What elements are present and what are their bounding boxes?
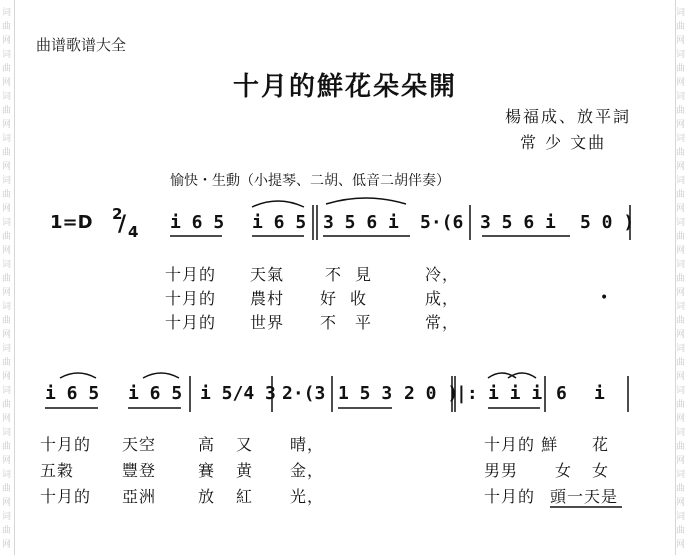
time-signature-slash: / — [118, 212, 127, 237]
watermark-glyph: 网 — [676, 456, 686, 466]
watermark-glyph: 词 — [2, 176, 12, 186]
watermark-glyph: 曲 — [2, 526, 12, 536]
lyric: 天氣 — [250, 265, 285, 284]
time-signature-bottom: 4 — [128, 223, 139, 241]
note-group: 3 5 6 i — [480, 212, 556, 233]
watermark-glyph: 词 — [2, 92, 12, 102]
note-group: i — [594, 383, 605, 404]
lyric: 十月的 — [40, 487, 92, 506]
note-group: 5·(6 — [420, 212, 464, 233]
slur — [508, 373, 536, 378]
lyric: 平 — [355, 313, 373, 332]
watermark-glyph: 曲 — [2, 400, 12, 410]
watermark-glyph: 网 — [676, 36, 686, 46]
watermark-glyph: 词 — [676, 50, 686, 60]
watermark-glyph: 曲 — [676, 190, 686, 200]
watermark-glyph: 曲 — [2, 316, 12, 326]
note-group: 6 — [556, 383, 567, 404]
repeat-sign: |: — [456, 383, 478, 404]
lyric: 又 — [236, 435, 254, 454]
watermark-glyph: 曲 — [676, 22, 686, 32]
watermark-glyph: 曲 — [2, 232, 12, 242]
watermark-glyph: 网 — [2, 36, 12, 46]
watermark-glyph: 词 — [676, 260, 686, 270]
time-signature-top: 2 — [112, 205, 123, 223]
watermark-glyph: 曲 — [676, 64, 686, 74]
watermark-glyph: 词 — [2, 8, 12, 18]
watermark-glyph: 曲 — [2, 64, 12, 74]
lyric: 黄 — [236, 461, 254, 480]
watermark-glyph: 词 — [676, 386, 686, 396]
lyric: 天空 — [122, 435, 157, 454]
watermark-glyph: 网 — [676, 78, 686, 88]
lyric: 冷， — [425, 265, 460, 284]
lyric: 成， — [425, 289, 460, 308]
watermark-glyph: 词 — [676, 134, 686, 144]
composer-credit: 常 少 文曲 — [520, 133, 607, 152]
watermark-glyph: 词 — [2, 428, 12, 438]
key-signature: 1=D — [50, 212, 93, 233]
note-group: i 6 5 — [170, 212, 225, 233]
watermark-glyph: 曲 — [676, 316, 686, 326]
lyric: 好 — [320, 289, 338, 308]
watermark-glyph: 曲 — [676, 106, 686, 116]
watermark-glyph: 词 — [2, 302, 12, 312]
watermark-glyph: 网 — [676, 204, 686, 214]
note-group: i 6 5 — [252, 212, 307, 233]
watermark-glyph: 曲 — [676, 358, 686, 368]
watermark-glyph: 词 — [2, 260, 12, 270]
watermark-glyph: 网 — [676, 330, 686, 340]
watermark-glyph: 曲 — [2, 274, 12, 284]
site-label: 曲谱歌谱大全 — [36, 36, 127, 54]
watermark-glyph: 曲 — [2, 22, 12, 32]
note-group: i i i — [488, 383, 543, 404]
watermark-glyph: 网 — [676, 498, 686, 508]
lyric: 男男 — [484, 461, 519, 480]
watermark-glyph: 曲 — [2, 358, 12, 368]
watermark-glyph: 网 — [2, 456, 12, 466]
watermark-glyph: 网 — [2, 330, 12, 340]
lyric: 豐登 — [122, 461, 157, 480]
note-group: i 6 5 — [45, 383, 100, 404]
lyric: 見 — [355, 265, 373, 284]
lyric: 頭一天是 — [550, 487, 619, 506]
watermark-glyph: 曲 — [676, 442, 686, 452]
watermark-glyph: 词 — [2, 344, 12, 354]
watermark-glyph: 网 — [676, 414, 686, 424]
lyric: 花 — [592, 435, 610, 454]
watermark-glyph: 网 — [676, 246, 686, 256]
note-group: 1 5 3 — [338, 383, 393, 404]
slur — [326, 198, 406, 204]
watermark-glyph: 词 — [676, 428, 686, 438]
slur — [143, 373, 179, 378]
note-group: 2·(3 — [282, 383, 326, 404]
watermark-glyph: 网 — [676, 372, 686, 382]
watermark-glyph: 网 — [2, 162, 12, 172]
watermark-glyph: 网 — [2, 540, 12, 550]
lyric: 農村 — [250, 289, 285, 308]
watermark-glyph: 网 — [2, 288, 12, 298]
song-title: 十月的鮮花朵朵開 — [232, 72, 457, 102]
watermark-glyph: 曲 — [676, 400, 686, 410]
watermark-glyph: 网 — [2, 78, 12, 88]
lyric: 世界 — [250, 313, 285, 332]
lyric: 十月的 — [165, 313, 217, 332]
watermark-glyph: 曲 — [2, 190, 12, 200]
watermark-glyph: 曲 — [2, 442, 12, 452]
watermark-glyph: 词 — [2, 218, 12, 228]
lyric: 紅 — [236, 487, 254, 506]
watermark-glyph: 网 — [2, 498, 12, 508]
watermark-glyph: 网 — [676, 540, 686, 550]
lyric: 常， — [425, 313, 460, 332]
lyricist-credit: 楊福成、放平詞 — [505, 107, 632, 126]
lyric: 十月的 — [165, 265, 217, 284]
watermark-glyph: 曲 — [676, 274, 686, 284]
watermark-glyph: 网 — [2, 246, 12, 256]
watermark-glyph: 词 — [2, 512, 12, 522]
watermark-glyph: 曲 — [2, 148, 12, 158]
watermark-glyph: 曲 — [676, 232, 686, 242]
lyric: 十月的 — [165, 289, 217, 308]
slur — [252, 201, 304, 207]
watermark-glyph: 曲 — [676, 484, 686, 494]
note-group: i 5/4 3 — [200, 383, 276, 404]
lyric: 十月的 — [40, 435, 92, 454]
watermark-glyph: 网 — [2, 372, 12, 382]
watermark-glyph: 曲 — [676, 526, 686, 536]
watermark-glyph: 词 — [2, 470, 12, 480]
lyric: 女 — [592, 461, 610, 480]
watermark-glyph: 网 — [2, 204, 12, 214]
lyric: 光， — [290, 487, 325, 506]
watermark-glyph: 网 — [676, 162, 686, 172]
watermark-glyph: 网 — [2, 120, 12, 130]
slur — [60, 373, 96, 378]
lyric: 放 — [198, 487, 216, 506]
watermark-glyph: 曲 — [676, 148, 686, 158]
dot-mark: • — [600, 290, 609, 306]
lyric: 高 — [198, 435, 216, 454]
watermark-glyph: 网 — [676, 120, 686, 130]
watermark-glyph: 网 — [676, 288, 686, 298]
watermark-glyph: 词 — [676, 344, 686, 354]
lyric: 亞洲 — [122, 487, 157, 506]
tempo-instruction: 愉快・生動（小提琴、二胡、低音二胡伴奏） — [170, 173, 450, 189]
note-group: 5 0 ) — [580, 212, 635, 233]
watermark-glyph: 词 — [676, 512, 686, 522]
watermark-glyph: 词 — [2, 134, 12, 144]
lyric: 不 — [325, 265, 343, 284]
note-group: 3 5 6 i — [323, 212, 399, 233]
lyric: 十月的 — [484, 487, 536, 506]
note-group: i 6 5 — [128, 383, 183, 404]
watermark-glyph: 词 — [676, 470, 686, 480]
watermark-glyph: 曲 — [2, 484, 12, 494]
watermark-glyph: 网 — [2, 414, 12, 424]
lyric: 賽 — [198, 461, 216, 480]
lyric: 十月的 鮮 — [484, 435, 559, 454]
watermark-glyph: 词 — [2, 50, 12, 60]
watermark-glyph: 词 — [676, 8, 686, 18]
lyric: 金， — [290, 461, 325, 480]
lyric: 女 — [555, 461, 573, 480]
lyric: 收 — [350, 289, 368, 308]
lyric: 晴， — [290, 435, 325, 454]
watermark-glyph: 曲 — [2, 106, 12, 116]
watermark-glyph: 词 — [676, 302, 686, 312]
watermark-glyph: 词 — [676, 176, 686, 186]
lyric: 五穀 — [40, 461, 75, 480]
lyric: 不 — [320, 313, 338, 332]
note-group: 2 0 ) — [404, 383, 459, 404]
watermark-glyph: 词 — [676, 92, 686, 102]
watermark-glyph: 词 — [2, 386, 12, 396]
watermark-glyph: 词 — [676, 218, 686, 228]
